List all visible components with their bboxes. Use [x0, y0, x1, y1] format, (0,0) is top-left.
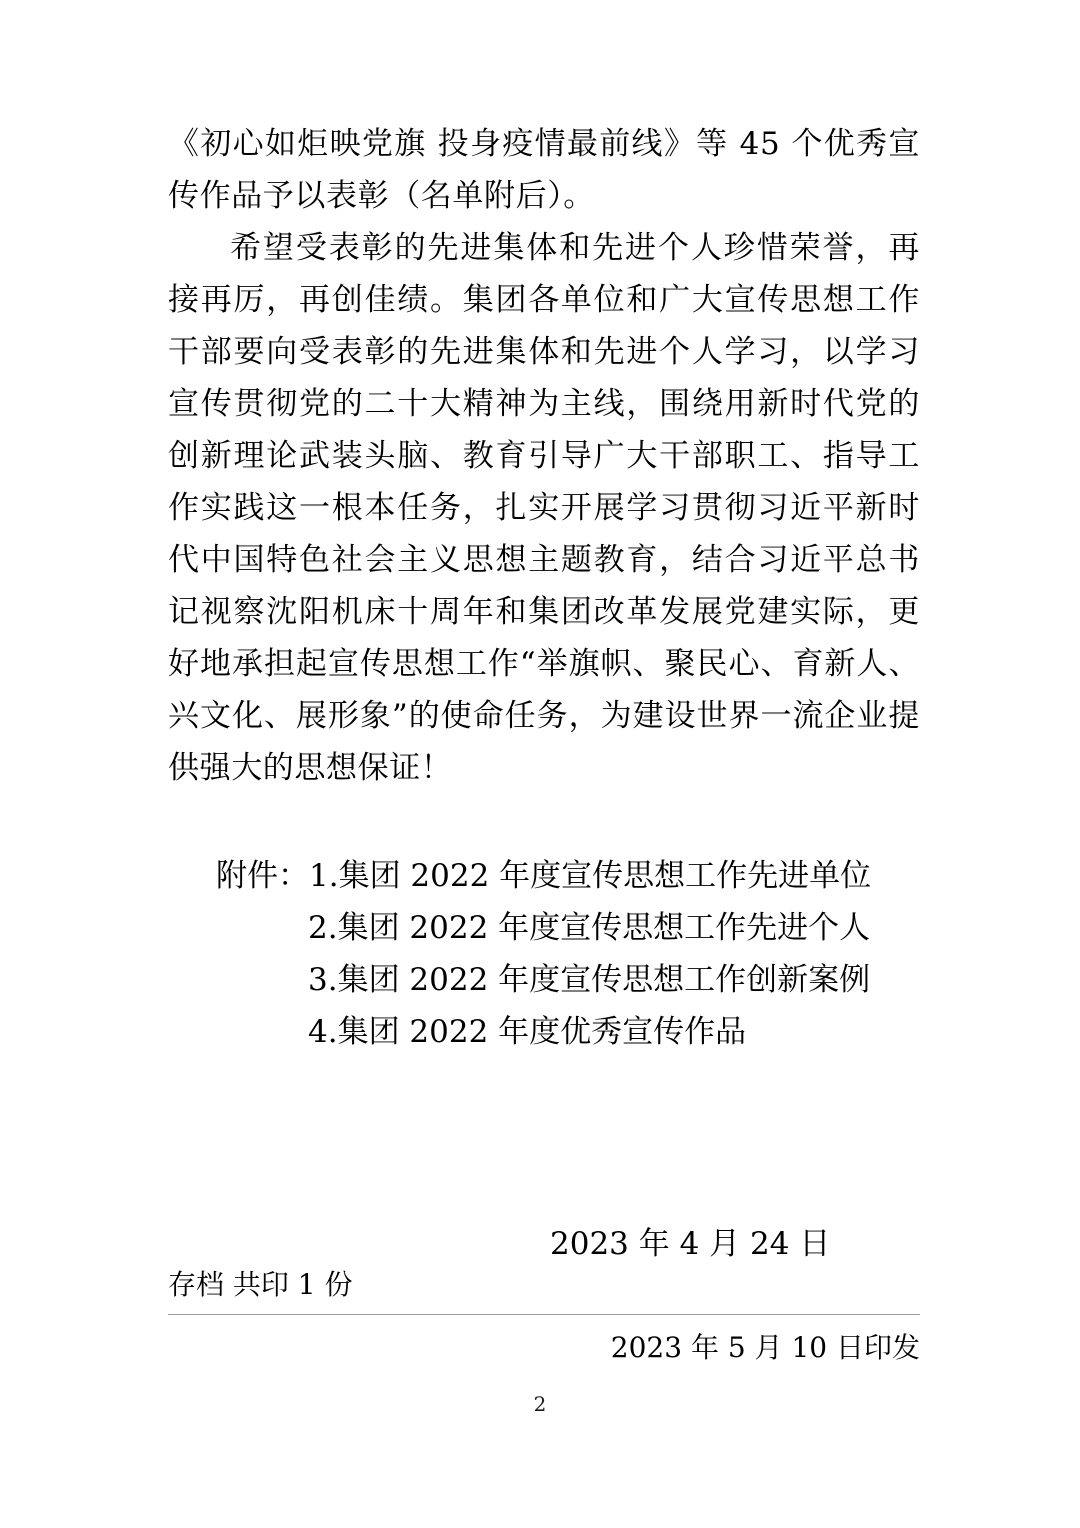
- footer-divider: [168, 1314, 920, 1315]
- page-number: 2: [533, 1392, 547, 1416]
- paragraph-1: 《初心如炬映党旗 投身疫情最前线》等 45 个优秀宣传作品予以表彰（名单附后）。: [168, 126, 920, 214]
- archive-note: 存档 共印 1 份: [168, 1268, 353, 1301]
- document-body: [168, 118, 920, 1270]
- attachment-list: [168, 850, 920, 1058]
- issued-date: 2023 年 5 月 10 日印发: [610, 1331, 920, 1364]
- attachment-item-1: [168, 850, 920, 902]
- attachment-item-2: 2.集团 2022 年度宣传思想工作先进个人: [308, 910, 871, 946]
- attachment-label: 附件：: [216, 858, 309, 894]
- attachment-item-4: 4.集团 2022 年度优秀宣传作品: [308, 1014, 747, 1050]
- attachment-item-3: 3.集团 2022 年度宣传思想工作创新案例: [308, 962, 871, 998]
- signature-date: 2023 年 4 月 24 日: [550, 1226, 831, 1262]
- attachment-item-1-text: 1.集团 2022 年度宣传思想工作先进单位: [309, 858, 872, 894]
- document-footer: [168, 1262, 920, 1371]
- paragraph-2: 希望受表彰的先进集体和先进个人珍惜荣誉，再接再厉，再创佳绩。集团各单位和广大宣传思想工作干部要向受表彰的先进集体和先进个人学习，以学习宣传贯彻党的二十大精神为主线，围绕用新时代党的创新理论武装头脑、教育引导广大干部职工、指导工作实践这一根本任务，扎实开展学习贯彻习近平新时代中国特色社会主义思想主题教育，结合习近平总书记视察沈阳机床十周年和集团改革发展党建实际，更好地承担起宣传思想工作“举旗帜、聚民心、育新人、兴文化、展形象”的使命任务，为建设世界一流企业提供强大的思想保证！: [168, 230, 920, 786]
